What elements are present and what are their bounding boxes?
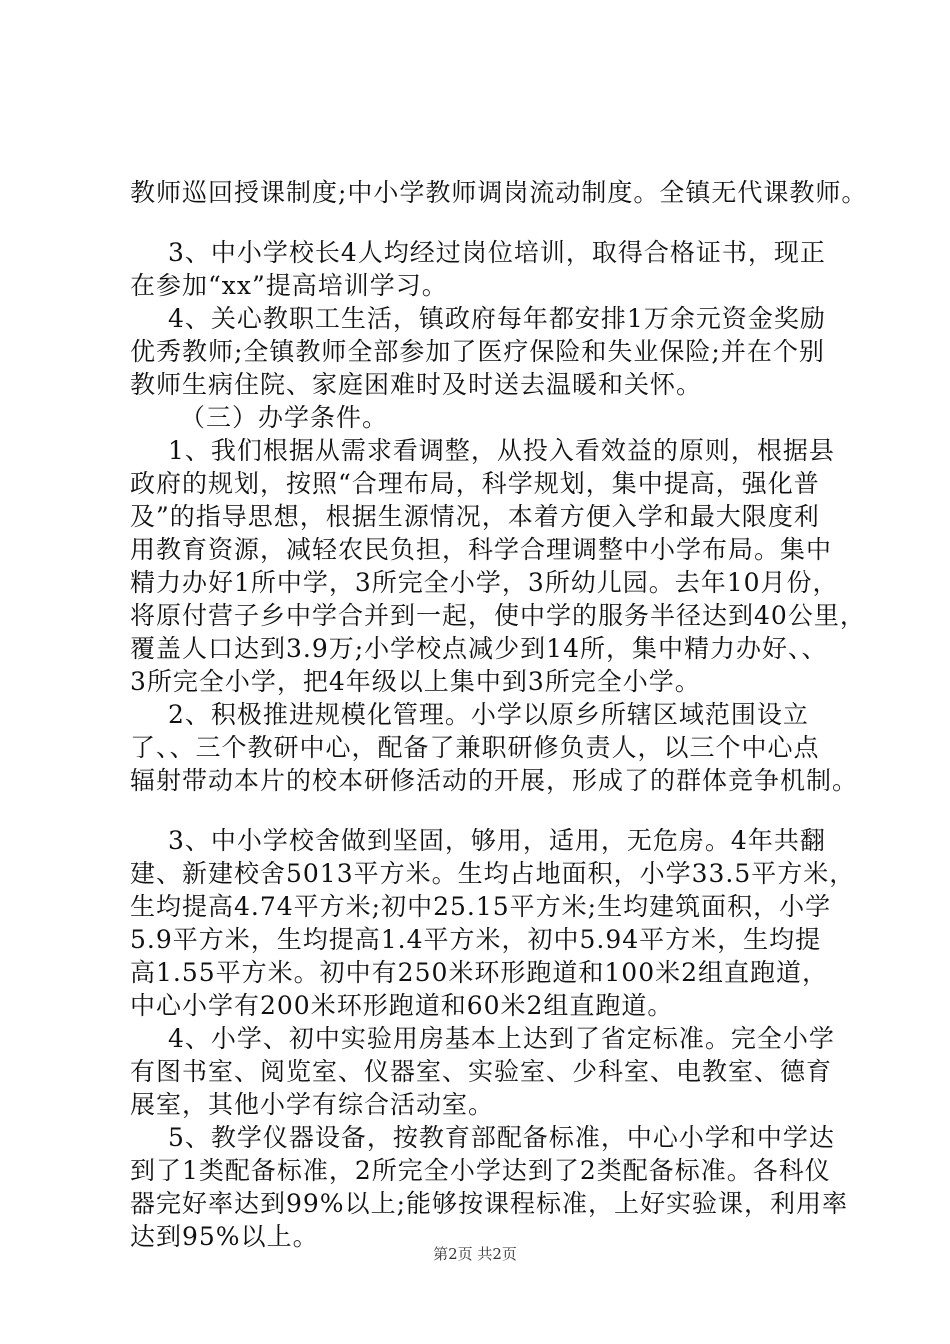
text-line: 展室，其他小学有综合活动室。 [130,1090,495,1119]
text-line: 器完好率达到99%以上;能够按课程标准，上好实验课，利用率 [130,1189,848,1218]
text-line: 2、积极推进规模化管理。小学以原乡所辖区域范围设立 [168,700,809,729]
text-line: 在参加“xx”提高培训学习。 [130,271,448,300]
text-line: 到了1类配备标准，2所完全小学达到了2类配备标准。各科仪 [130,1156,831,1185]
text-line: 达到95%以上。 [130,1222,319,1251]
text-line: 高1.55平方米。初中有250米环形跑道和100米2组直跑道， [130,958,829,987]
text-line: 及”的指导思想，根据生源情况，本着方便入学和最大限度利 [130,502,820,531]
text-line: 覆盖人口达到3.9万;小学校点减少到14所，集中精力办好、、 [130,634,828,663]
text-line: 5.9平方米，生均提高1.4平方米，初中5.94平方米，生均提 [130,925,822,954]
text-line: 教师生病住院、家庭困难时及时送去温暖和关怀。 [130,370,703,399]
text-line: 建、新建校舍5013平方米。生均占地面积，小学33.5平方米， [130,859,856,888]
text-line: 政府的规划，按照“合理布局，科学规划，集中提高，强化普 [130,469,820,498]
text-line: 5、教学仪器设备，按教育部配备标准，中心小学和中学达 [168,1123,835,1152]
text-line: 1、我们根据从需求看调整，从投入看效益的原则，根据县 [168,436,835,465]
text-line: 3、中小学校舍做到坚固，够用，适用，无危房。4年共翻 [168,826,826,855]
page-number-footer: 第2页 共2页 [433,1245,517,1263]
text-line: 生均提高4.74平方米;初中25.15平方米;生均建筑面积，小学 [130,892,832,921]
text-line: 将原付营子乡中学合并到一起，使中学的服务半径达到40公里， [130,601,866,630]
text-line: 了、、三个教研中心，配备了兼职研修负责人，以三个中心点 [130,733,820,762]
text-line: 中心小学有200米环形跑道和60米2组直跑道。 [130,991,674,1020]
text-line: 4、小学、初中实验用房基本上达到了省定标准。完全小学 [168,1024,835,1053]
text-line: 4、关心教职工生活，镇政府每年都安排1万余元资金奖励 [168,304,826,333]
text-line: 有图书室、阅览室、仪器室、实验室、少科室、电教室、德育 [130,1057,833,1086]
text-line: 教师巡回授课制度;中小学教师调岗流动制度。全镇无代课教师。 [130,178,868,207]
text-line: 优秀教师;全镇教师全部参加了医疗保险和失业保险;并在个别 [130,337,825,366]
section-heading: （三）办学条件。 [180,403,389,432]
text-line: 用教育资源，减轻农民负担，科学合理调整中小学布局。集中 [130,535,833,564]
text-line: 辐射带动本片的校本研修活动的开展，形成了的群体竞争机制。 [130,766,859,795]
text-line: 3所完全小学，把4年级以上集中到3所完全小学。 [130,667,701,696]
text-line: 精力办好1所中学，3所完全小学，3所幼儿园。去年10月份， [130,568,839,597]
text-line: 3、中小学校长4人均经过岗位培训，取得合格证书，现正 [168,238,826,267]
